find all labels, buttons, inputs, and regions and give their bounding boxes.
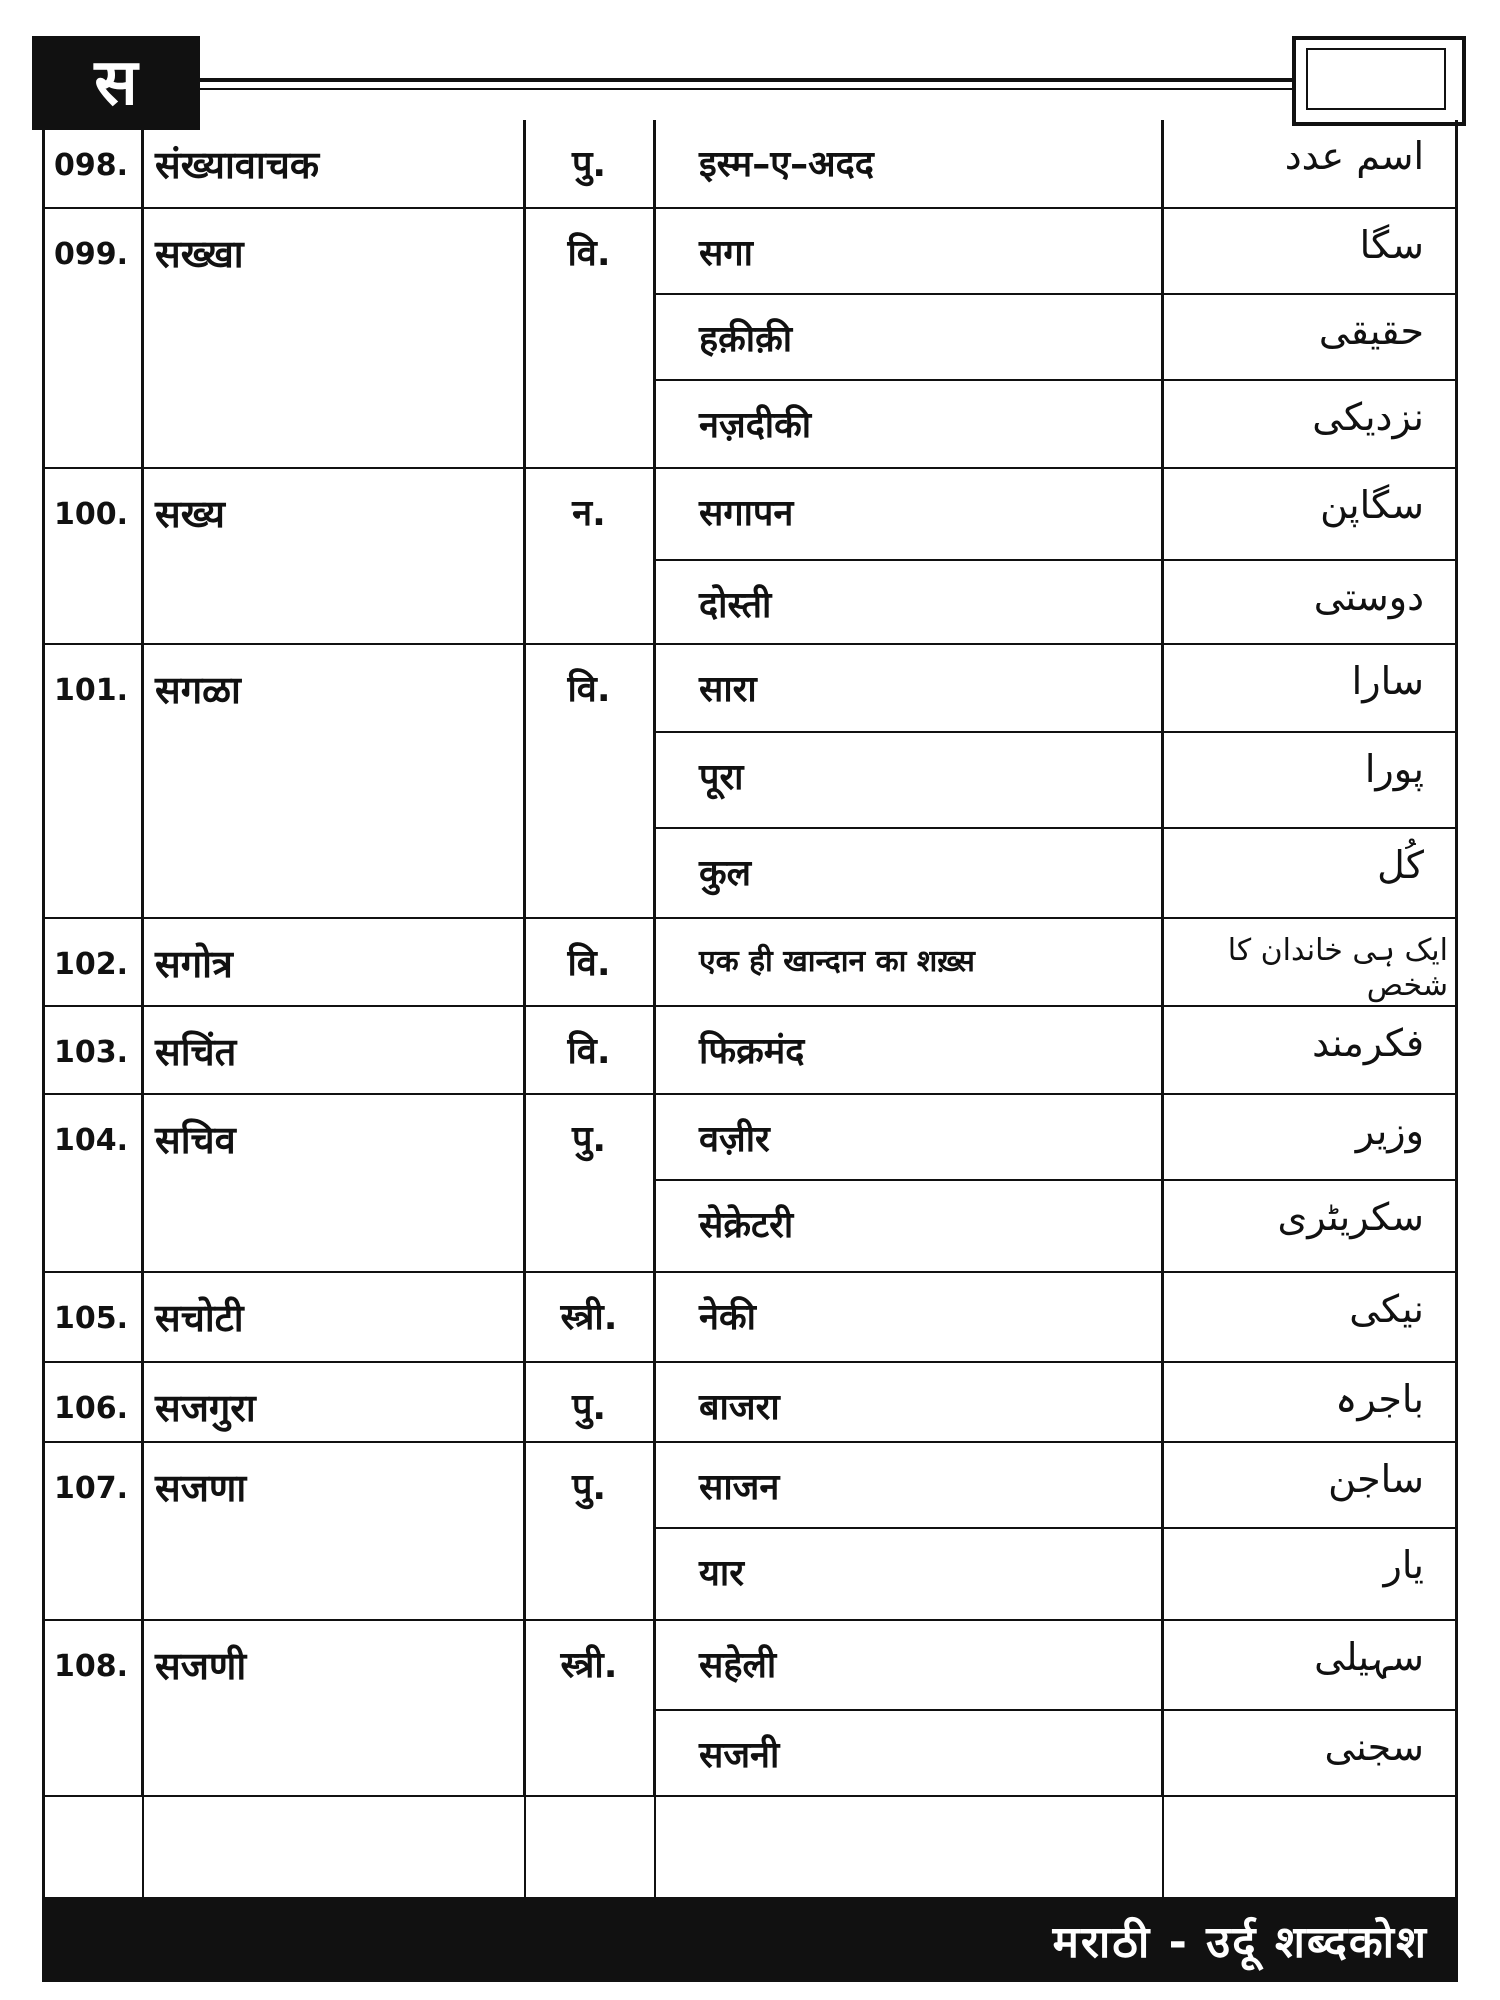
entry-headword: सख्य	[142, 468, 524, 644]
sense-urdu: سگا	[1162, 208, 1458, 294]
sense-hindi: नज़दीकी	[654, 380, 1162, 468]
header-rule-thin	[200, 88, 1292, 90]
sense-hindi: इस्म–ए–अदद	[654, 120, 1162, 208]
entry-headword: सचिंत	[142, 1006, 524, 1094]
sense-hindi: पूरा	[654, 732, 1162, 828]
sense-hindi: दोस्ती	[654, 560, 1162, 644]
footer-title: मराठी - उर्दू शब्दकोश	[1052, 1917, 1428, 1968]
sense-urdu: حقیقی	[1162, 294, 1458, 380]
entry-number: 102.	[42, 918, 142, 1006]
sense-urdu: یار	[1162, 1528, 1458, 1620]
sense-urdu: سگاپن	[1162, 468, 1458, 560]
sense-urdu: سکریٹری	[1162, 1180, 1458, 1272]
sense-urdu: وزیر	[1162, 1094, 1458, 1180]
entry-headword: सगोत्र	[142, 918, 524, 1006]
footer-bar	[42, 1900, 1458, 1982]
entry-pos: वि.	[524, 644, 654, 918]
sense-hindi: कुल	[654, 828, 1162, 918]
entry-headword: संख्यावाचक	[142, 120, 524, 208]
entry-pos: वि.	[524, 208, 654, 468]
entry-headword: सख्खा	[142, 208, 524, 468]
table-row	[42, 644, 1458, 732]
sense-hindi: सहेली	[654, 1620, 1162, 1710]
table-row	[42, 918, 1458, 1006]
sense-hindi: वज़ीर	[654, 1094, 1162, 1180]
sense-hindi: नेकी	[654, 1272, 1162, 1362]
sense-hindi: बाजरा	[654, 1362, 1162, 1442]
entry-number: 104.	[42, 1094, 142, 1272]
table-row	[42, 1272, 1458, 1362]
sense-urdu: دوستی	[1162, 560, 1458, 644]
sense-hindi: सजनी	[654, 1710, 1162, 1796]
entry-pos: पु.	[524, 120, 654, 208]
sense-urdu: سہیلی	[1162, 1620, 1458, 1710]
entry-headword: सजणी	[142, 1620, 524, 1796]
entry-pos: पु.	[524, 1362, 654, 1442]
sense-urdu: پورا	[1162, 732, 1458, 828]
sense-hindi: सेक्रेटरी	[654, 1180, 1162, 1272]
table-row	[42, 1006, 1458, 1094]
sense-hindi: साजन	[654, 1442, 1162, 1528]
entry-headword: सजणा	[142, 1442, 524, 1620]
table-row	[42, 1362, 1458, 1442]
entry-number: 106.	[42, 1362, 142, 1442]
sense-hindi: सगापन	[654, 468, 1162, 560]
entry-number: 100.	[42, 468, 142, 644]
entry-number: 103.	[42, 1006, 142, 1094]
sense-urdu: اسم عدد	[1162, 120, 1458, 208]
entry-headword: सचोटी	[142, 1272, 524, 1362]
dictionary-table	[42, 120, 1458, 1797]
sense-hindi: फिक्रमंद	[654, 1006, 1162, 1094]
sense-hindi: एक ही खान्दान का शख़्स	[654, 918, 1162, 1006]
table-row	[42, 468, 1458, 560]
entry-number: 108.	[42, 1620, 142, 1796]
table-row	[42, 1442, 1458, 1528]
sense-hindi: सारा	[654, 644, 1162, 732]
section-letter: स	[32, 36, 200, 130]
table-row	[42, 1094, 1458, 1180]
entry-number: 099.	[42, 208, 142, 468]
sense-hindi: सगा	[654, 208, 1162, 294]
table-row	[42, 1620, 1458, 1710]
entry-pos: स्त्री.	[524, 1272, 654, 1362]
sense-urdu: سجنی	[1162, 1710, 1458, 1796]
sense-urdu: فکرمند	[1162, 1006, 1458, 1094]
entry-number: 098.	[42, 120, 142, 208]
sense-urdu: نیکی	[1162, 1272, 1458, 1362]
entry-pos: न.	[524, 468, 654, 644]
entry-pos: वि.	[524, 1006, 654, 1094]
sense-urdu: ایک ہی خاندان کا شخص	[1162, 918, 1458, 1006]
entry-pos: वि.	[524, 918, 654, 1006]
sense-hindi: हक़ीक़ी	[654, 294, 1162, 380]
entry-headword: सचिव	[142, 1094, 524, 1272]
entry-pos: पु.	[524, 1442, 654, 1620]
sense-urdu: ساجن	[1162, 1442, 1458, 1528]
entry-headword: सजगुरा	[142, 1362, 524, 1442]
sense-urdu: باجرہ	[1162, 1362, 1458, 1442]
table-row	[42, 208, 1458, 294]
table-row	[42, 120, 1458, 208]
header-rule	[200, 78, 1292, 82]
entry-headword: सगळा	[142, 644, 524, 918]
sense-hindi: यार	[654, 1528, 1162, 1620]
entry-number: 105.	[42, 1272, 142, 1362]
sense-urdu: سارا	[1162, 644, 1458, 732]
sense-urdu: نزدیکی	[1162, 380, 1458, 468]
page-number-box-inner	[1306, 48, 1446, 110]
entry-number: 107.	[42, 1442, 142, 1620]
entry-pos: स्त्री.	[524, 1620, 654, 1796]
sense-urdu: کُل	[1162, 828, 1458, 918]
entry-pos: पु.	[524, 1094, 654, 1272]
entry-number: 101.	[42, 644, 142, 918]
